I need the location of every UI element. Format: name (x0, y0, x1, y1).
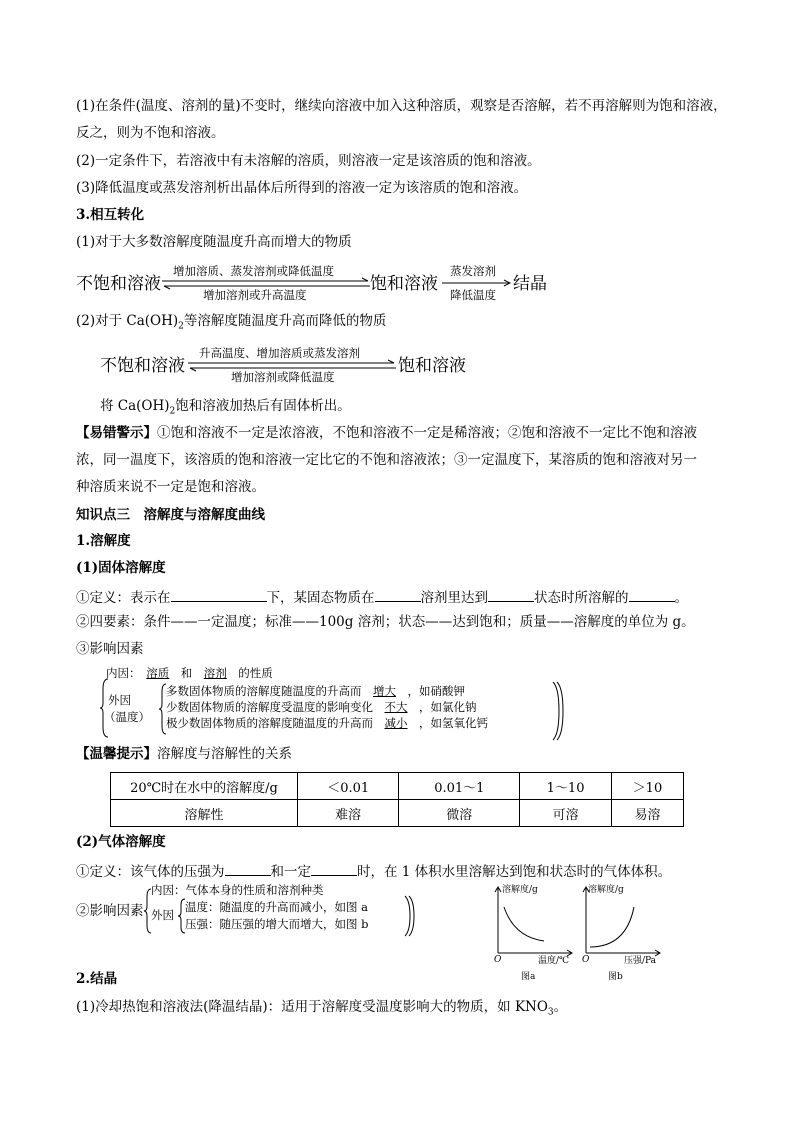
saturated-label: 饱和溶液 (370, 274, 438, 294)
inner-factor: 内因： 溶质 和 溶剂 的性质 (106, 666, 273, 680)
text-line: 将 $Ca(OH)_2$饱和溶液加热后有固体析出。 (100, 398, 351, 417)
unsaturated-label: 不饱和溶液 (76, 274, 161, 294)
blank[interactable] (225, 861, 271, 876)
warning-line: 浓，同一温度下，该溶质的饱和溶液一定比它的不饱和溶液浓；③一定温度下，某溶质的饱和溶液对另一 (76, 452, 697, 468)
tip-line: 【温馨提示】溶解度与溶解性的关系 (76, 746, 292, 762)
text-line: (2)对于 $Ca(OH)_2$等溶解度随温度升高而降低的物质 (76, 313, 387, 332)
blank[interactable] (629, 587, 675, 602)
warning-line: 种溶质来说不一定是饱和溶液。 (76, 479, 265, 495)
table-cell: ＞10 (611, 773, 683, 800)
section-title: 知识点三 溶解度与溶解度曲线 (76, 507, 265, 523)
crystal-label: 结晶 (513, 274, 547, 294)
factor-line: 多数固体物质的溶解度随温度的升高而 增大 ，如硝酸钾 (166, 684, 465, 698)
table-cell: 微溶 (399, 800, 520, 827)
heading: 1.溶解度 (76, 533, 131, 549)
definition-line: ①定义：表示在 下，某固态物质在 溶剂里达到 状态时所溶解的 。 (76, 587, 688, 606)
text-line: (1)冷却热饱和溶液法(降温结晶)：适用于溶解度受温度影响大的物质，如 $KNO_3$。 (76, 999, 568, 1018)
table-cell: 易溶 (611, 800, 683, 827)
solubility-table (110, 772, 684, 827)
blank[interactable] (311, 861, 357, 876)
table-cell: 0.01～1 (399, 773, 520, 800)
text-line: ②影响因素 (76, 903, 144, 919)
heading-conversion: 3.相互转化 (76, 207, 145, 223)
outer-factor-sub: （温度） (104, 710, 150, 724)
arrow-label: 蒸发溶剂 (450, 264, 496, 278)
double-arrow-icon (162, 278, 372, 290)
heading: (1)固体溶解度 (76, 560, 166, 576)
closing-brace-icon (553, 682, 563, 740)
unsaturated-label: 不饱和溶液 (100, 356, 185, 376)
graph-a-caption: 图a (521, 972, 536, 982)
factor-line: 少数固体物质的溶解度受温度的影响变化 不大 ，如氯化钠 (166, 700, 477, 714)
arrow-label: 增加溶剂或升高温度 (203, 288, 307, 302)
text-line: ②四要素：条件——一定温度；标准——100g 溶剂；状态——达到饱和；质量——溶解度的单位为 g。 (76, 614, 695, 630)
warning-line: 【易错警示】①饱和溶液不一定是浓溶液，不饱和溶液不一定是稀溶液；②饱和溶液不一定比不饱和溶液 (76, 425, 697, 441)
arrow-label: 增加溶质、蒸发溶剂或降低温度 (173, 264, 334, 278)
brace-icon (100, 679, 110, 737)
table-cell: 可溶 (520, 800, 612, 827)
text-line: 反之，则为不饱和溶液。 (76, 125, 225, 141)
graph-b-xlabel: 压强/Pa (624, 956, 657, 966)
table-row (111, 800, 684, 827)
arrow-label: 降低温度 (450, 288, 496, 302)
arrow-label: 增加溶剂或降低温度 (231, 370, 335, 384)
text-line: ③影响因素 (76, 641, 144, 657)
blank[interactable] (488, 587, 534, 602)
text-line: (2)一定条件下，若溶液中有未溶解的溶质，则溶液一定是该溶质的饱和溶液。 (76, 153, 541, 169)
factor-line: 压强：随压强的增大而增大，如图 b (185, 917, 369, 931)
definition-line: ①定义：该气体的压强为 和一定 时，在 1 体积水里溶解达到饱和状态时的气体体积。 (76, 861, 671, 880)
graph-b-ylabel: 溶解度/g (588, 885, 624, 895)
double-arrow-icon (188, 360, 398, 372)
right-arrow-icon (442, 280, 512, 288)
table-cell: 1～10 (520, 773, 612, 800)
heading: (2)气体溶解度 (76, 834, 166, 850)
factor-line: 温度：随温度的升高而减小，如图 a (185, 900, 369, 914)
graph-a (488, 885, 578, 965)
closing-brace-icon (405, 896, 415, 936)
text-line: (1)在条件(温度、溶剂的量)不变时，继续向溶液中加入这种溶质，观察是否溶解，若不再溶解则为饱和溶液， (76, 98, 727, 114)
table-cell: 20℃时在水中的溶解度/g (111, 773, 298, 800)
text-line: (1)对于大多数溶解度随温度升高而增大的物质 (76, 234, 352, 250)
blank[interactable] (375, 587, 421, 602)
graph-b (576, 885, 666, 965)
arrow-label: 升高温度、增加溶质或蒸发溶剂 (199, 346, 360, 360)
factor-line: 极少数固体物质的溶解度随温度的升高而 减小 ，如氢氧化钙 (166, 716, 488, 730)
table-cell: 溶解性 (111, 800, 298, 827)
blank[interactable] (171, 587, 267, 602)
graph-b-caption: 图b (608, 972, 623, 982)
graph-a-xlabel: 温度/℃ (538, 956, 570, 966)
outer-factor-label: 外因 (108, 693, 131, 707)
heading: 2.结晶 (76, 971, 118, 987)
table-cell: ＜0.01 (298, 773, 399, 800)
inner-factor: 内因：气体本身的性质和溶剂种类 (151, 883, 324, 897)
graph-b-origin: O (582, 955, 590, 965)
table-row (111, 773, 684, 800)
graph-a-ylabel: 溶解度/g (502, 885, 538, 895)
graph-a-origin: O (494, 955, 502, 965)
table-cell: 难溶 (298, 800, 399, 827)
saturated-label: 饱和溶液 (398, 356, 466, 376)
outer-factor-label: 外因 (151, 908, 174, 922)
text-line: (3)降低温度或蒸发溶剂析出晶体后所得到的溶液一定为该溶质的饱和溶液。 (76, 180, 528, 196)
